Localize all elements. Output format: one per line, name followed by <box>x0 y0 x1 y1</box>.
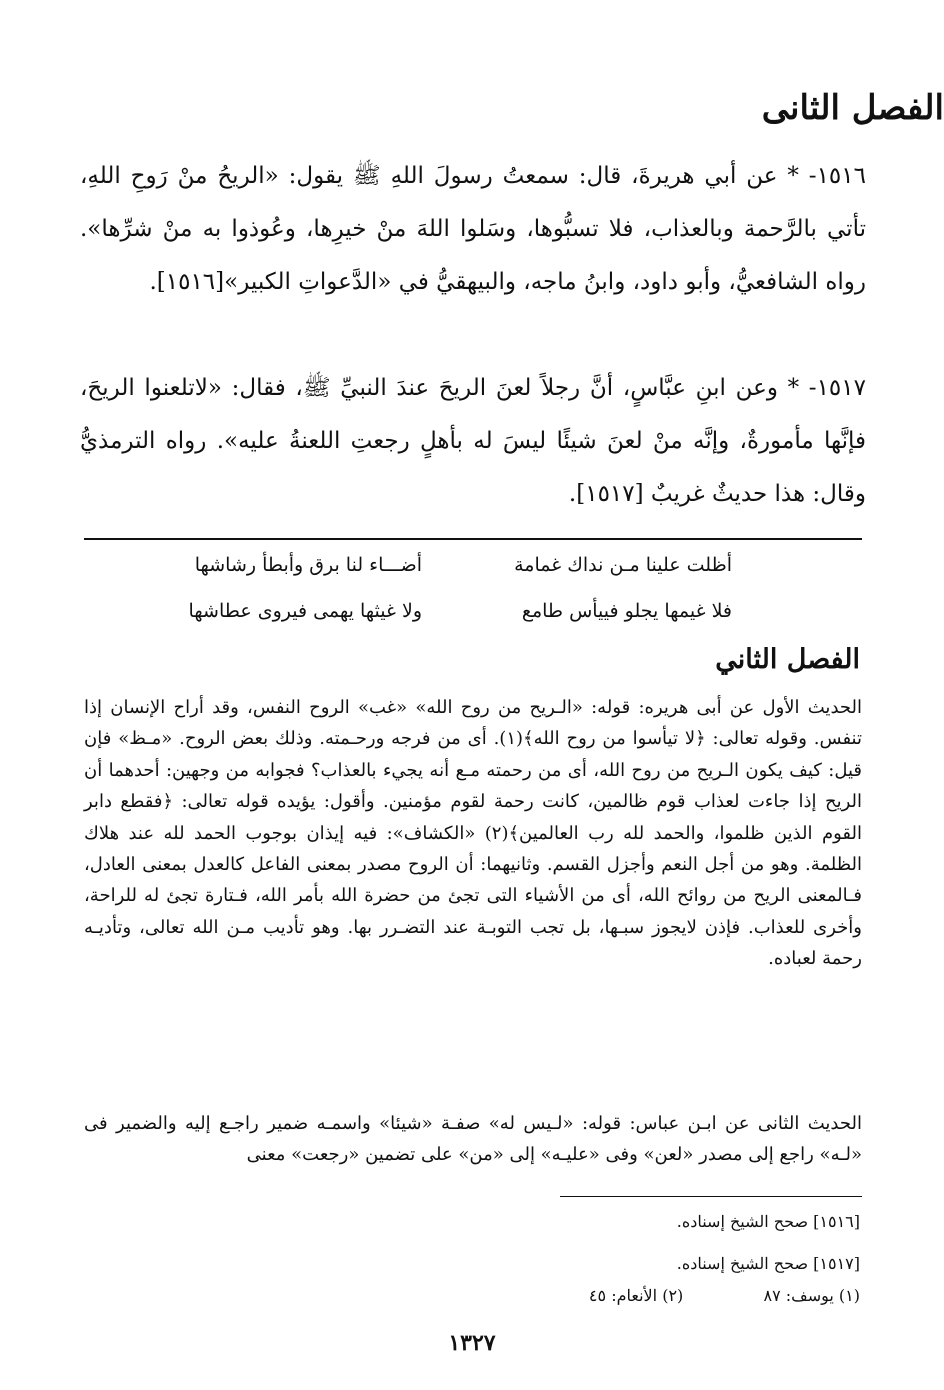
hadith-1516: ١٥١٦- * عن أبي هريرةَ، قال: سمعتُ رسولَ اللهِ ﷺ يقول: «الريحُ منْ رَوحِ اللهِ، تأتي بالرَّحمة وبالعذاب، فلا تسبُّوها، وسَلوا اللهَ منْ خيرِها، وعُوذوا به منْ شرِّها». رواه الشافعيُّ، وأبو داود، وابنُ ماجه، والبيهقيُّ في «الدَّعواتِ الكبير»[١٥١٦]. <box>80 163 866 295</box>
footnote-1516: [١٥١٦] صحح الشيخ إسناده. <box>676 1212 860 1231</box>
poem-verse-2 <box>84 600 862 636</box>
quran-reference-2: (٢) الأنعام: ٤٥ <box>588 1286 684 1305</box>
poem-verse-1-second-hemistich: أضـــاء لنا برق وأبطأ رشاشها <box>194 554 422 576</box>
chapter-title: الفصل الثانى <box>761 88 944 128</box>
hadith-1517: ١٥١٧- * وعن ابنِ عبَّاسٍ، أنَّ رجلاً لعنَ الريحَ عندَ النبيِّ ﷺ، فقال: «لاتلعنوا الريحَ، فإنَّها مأمورةٌ، وإنَّه منْ لعنَ شيئًا ليسَ له بأهلٍ رجعتِ اللعنةُ عليه». رواه الترمذيُّ وقال: هذا حديثٌ غريبٌ [١٥١٧]. <box>80 375 866 507</box>
quran-reference-1: (١) يوسف: ٨٧ <box>763 1286 860 1305</box>
footnote-divider <box>560 1196 862 1197</box>
quran-references <box>589 1286 860 1305</box>
poem-verse-1-first-hemistich: أظلت علينا مـن نداك غمامة <box>514 554 732 576</box>
commentary-section-title: الفصل الثاني <box>715 644 860 675</box>
poem-verse-2-first-hemistich: فلا غيمها يجلو فييأس طامع <box>521 600 732 622</box>
section-divider <box>84 538 862 540</box>
commentary-hadith-2: الحديث الثانى عن ابـن عباس: قوله: «لـيس له» صفـة «شيئا» واسمـه ضمير راجـع إليه والضمير فى «لـه» راجع إلى مصدر «لعن» وفى «عليـه» إلى «من» على تضمين «رجعت» معنى <box>84 1113 862 1166</box>
page-number: ١٣٢٧ <box>448 1330 496 1356</box>
commentary-hadith-1: الحديث الأول عن أبى هريره: قوله: «الـريح من روح الله» «غب» الروح النفس، وقد أراح الإنسان إذا تنفس. وقوله تعالى: ﴿لا تيأسوا من روح الله﴾(١). أى من فرجه ورحـمته. وذلك بعض الروح. «مـظ» فإن قيل: كيف يكون الـريح من روح الله، أى من رحمته مـع أنه يجيء بالعذاب؟ فجوابه من وجهين: أحدهما أن الريح إذا جاءت لعذاب قوم ظالمين، كانت رحمة لقوم مؤمنين. وأقول: يؤيده قوله تعالى: ﴿فقطع دابر القوم الذين ظلموا، والحمد لله رب العالمين﴾(٢) «الكشاف»: فيه إيذان بوجوب الحمد لله عند هلاك الظلمة. وهو من أجل النعم وأجزل القسم. وثانيهما: أن الروح مصدر بمعنى الفاعل كالعدل بمعنى العادل، فـالمعنى الريح من روائح الله، أى من الأشياء التى تجئ من حضرة الله بأمر الله، فـتارة تجئ له للراحة، وأخرى للعذاب. فإذن لايجوز سبـها، بل تجب التوبـة عند التضـرر بها. وهو تأديب مـن الله تعالى، وتأديـه رحمة لعباده. <box>84 697 862 970</box>
poem-verse-2-second-hemistich: ولا غيثها يهمى فيروى عطاشها <box>188 600 422 622</box>
footnote-1517: [١٥١٧] صحح الشيخ إسناده. <box>676 1254 860 1273</box>
poem-verse-1 <box>84 554 862 590</box>
